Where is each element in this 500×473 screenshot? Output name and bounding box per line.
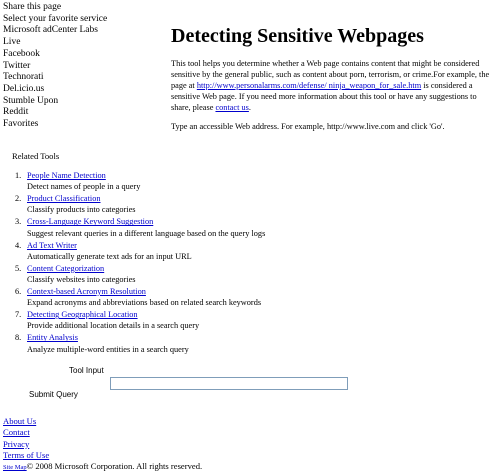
example-url-link[interactable]: http://www.personalarms.com/defense/ ninja_weapon_for_sale.htm bbox=[196, 81, 422, 90]
tool-number: 6. bbox=[15, 286, 22, 296]
tool-number: 1. bbox=[15, 171, 22, 180]
share-menu bbox=[3, 2, 107, 131]
share-item-favorites[interactable]: Favorites bbox=[3, 119, 39, 130]
list-item bbox=[12, 286, 452, 309]
tool-link-detecting-geographical-location[interactable]: Detecting Geographical Location bbox=[27, 310, 138, 320]
share-menu-heading: Share this page bbox=[3, 2, 62, 12]
page-title: Detecting Sensitive Webpages bbox=[171, 25, 424, 47]
copyright-text: © 2008 Microsoft Corporation. All rights reserved. bbox=[26, 461, 203, 472]
input-instruction: Type an accessible Web address. For example, http://www.live.com and click 'Go'. bbox=[171, 122, 445, 131]
list-item bbox=[12, 309, 452, 332]
related-tools-list bbox=[12, 170, 452, 356]
tool-description: Provide additional location details in a search query bbox=[27, 321, 200, 331]
tool-input-label: Tool Input bbox=[69, 366, 104, 375]
tool-number: 3. bbox=[15, 217, 22, 227]
tool-number: 7. bbox=[15, 310, 22, 320]
share-item-adcenter-labs[interactable]: Microsoft adCenter Labs bbox=[3, 25, 98, 36]
tool-description: Automatically generate text ads for an input URL bbox=[27, 251, 192, 261]
tool-description: Classify products into categories bbox=[27, 205, 136, 215]
tool-number: 2. bbox=[15, 194, 22, 204]
list-item bbox=[12, 170, 452, 193]
share-menu-prompt: Select your favorite service bbox=[3, 13, 108, 24]
contact-us-link[interactable]: contact us bbox=[215, 103, 249, 112]
share-item-stumbleupon[interactable]: Stumble Upon bbox=[3, 95, 59, 106]
list-item bbox=[12, 263, 452, 286]
description-intro: This tool helps you determine whether a Web page contains content that might be considered sensitive by the general public, such as content about porn, terrorism, or crime.For example, the page at bbox=[171, 59, 490, 90]
submit-query-button[interactable]: Submit Query bbox=[29, 390, 78, 399]
share-item-facebook[interactable]: Facebook bbox=[3, 48, 40, 59]
list-item bbox=[12, 216, 452, 239]
footer-link-terms-of-use[interactable]: Terms of Use bbox=[3, 449, 50, 460]
site-map-link[interactable]: Site Map bbox=[3, 464, 27, 472]
tool-link-ad-text-writer[interactable]: Ad Text Writer bbox=[27, 240, 77, 250]
related-tools-heading: Related Tools bbox=[12, 151, 60, 161]
tool-number: 5. bbox=[15, 263, 22, 273]
tool-description: Analyze multiple-word entities in a search query bbox=[27, 344, 189, 354]
tool-description: Suggest relevant queries in a different language based on the query logs bbox=[27, 228, 266, 238]
list-item bbox=[12, 240, 452, 263]
tool-link-people-name-detection[interactable]: People Name Detection bbox=[27, 171, 106, 180]
footer-link-about-us[interactable]: About Us bbox=[3, 416, 37, 426]
tool-description: Expand acronyms and abbreviations based on related search keywords bbox=[27, 298, 262, 308]
description-middle: is considered a sensitive Web page. If you need more information about this tool or have any suggestions to share, please bbox=[171, 81, 477, 112]
tool-number: 8. bbox=[15, 333, 22, 343]
footer-link-contact[interactable]: Contact bbox=[3, 427, 30, 438]
share-item-delicious[interactable]: Del.icio.us bbox=[3, 83, 45, 94]
footer bbox=[3, 416, 202, 473]
footer-link-privacy[interactable]: Privacy bbox=[3, 438, 30, 449]
share-item-reddit[interactable]: Reddit bbox=[3, 107, 29, 118]
list-item bbox=[12, 332, 452, 355]
tool-link-entity-analysis[interactable]: Entity Analysis bbox=[27, 333, 78, 343]
list-item bbox=[12, 193, 452, 216]
share-item-technorati[interactable]: Technorati bbox=[3, 72, 44, 83]
tool-number: 4. bbox=[15, 240, 22, 250]
tool-description bbox=[171, 58, 497, 113]
tool-link-product-classification[interactable]: Product Classification bbox=[27, 194, 101, 204]
tool-link-content-categorization[interactable]: Content Categorization bbox=[27, 263, 105, 273]
tool-input-field[interactable] bbox=[110, 377, 348, 390]
tool-link-cross-language-keyword-suggestion[interactable]: Cross-Language Keyword Suggestion bbox=[27, 217, 154, 227]
tool-description: Detect names of people in a query bbox=[27, 182, 141, 192]
copyright-line bbox=[3, 461, 202, 473]
share-item-live[interactable]: Live bbox=[3, 37, 21, 48]
main-content bbox=[171, 24, 497, 132]
share-item-twitter[interactable]: Twitter bbox=[3, 60, 31, 71]
tool-description: Classify websites into categories bbox=[27, 274, 136, 284]
tool-link-context-based-acronym-resolution[interactable]: Context-based Acronym Resolution bbox=[27, 286, 146, 296]
description-end: . bbox=[248, 103, 251, 112]
